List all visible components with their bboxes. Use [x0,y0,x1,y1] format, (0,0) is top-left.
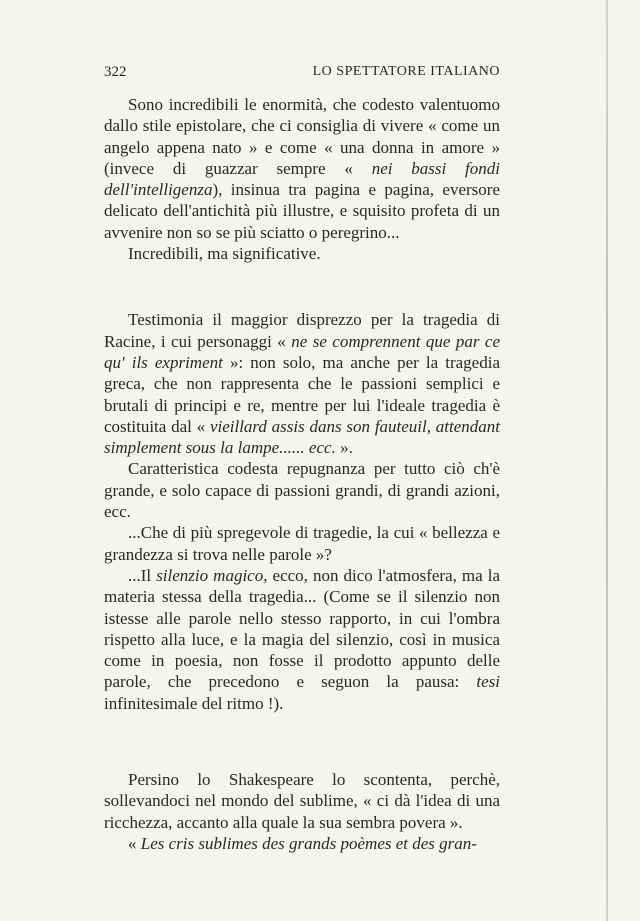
page-header [104,64,500,84]
paragraph [104,769,500,833]
running-head: LO SPETTATORE ITALIANO [312,64,500,79]
paragraph [104,565,500,714]
section-break [104,714,500,769]
page-edge-line [606,0,608,921]
text-run: ), insinua tra pagina e pagina, eversore delicato dell'antichità più illustre, e squisito profeta di un avvenire non so se più sciatto o peregrino... [104,180,500,242]
text-run: « [128,833,141,853]
italic-text: nei bassi fondi dell'intelligenza [104,158,500,200]
italic-text: tesi [476,672,500,692]
paragraph [104,458,500,522]
text-run: Testimonia il maggior disprezzo per la tragedia di Racine, i cui personaggi « [104,310,500,351]
paragraph [104,309,500,458]
text-run: Persino lo Shakespeare lo scontenta, perchè, sollevandoci nel mondo del sublime, « ci dà l'idea di una ricchezza, accanto alla quale la sua sembra povera ». [104,770,500,832]
text-run: Sono incredibili le enormità, che codesto valentuomo dallo stile epistolare, che ci consiglia di vivere « come un angelo appena nato » e come « una donna in amore » (invece di guazzar sempre « [104,95,500,178]
italic-text: Les cris sublimes des grands poèmes et des gran- [140,833,477,853]
text-run: ...Il [128,565,157,585]
text-run: infinitesimale del ritmo !). [104,693,284,713]
paragraph [104,243,500,264]
paragraph [104,94,500,243]
page-number: 322 [104,64,127,80]
text-run: ». [335,438,353,458]
text-run: Caratteristica codesta repugnanza per tutto ciò ch'è grande, e solo capace di passioni grandi, di grandi azioni, ecc. [104,459,500,522]
paragraph [104,522,500,565]
text-run: »: non solo, ma anche per la tragedia greca, che non rappresenta che le passioni semplici e brutali di principi e re, mentre per lui l'ideale tragedia è costituita dal « [104,352,500,436]
italic-text: vieillard assis dans son fauteuil, attendant simplement sous la lampe...... ecc. [104,416,500,458]
text-run: ...Che di più spregevole di tragedie, la cui « bellezza e grandezza si trova nelle parole »? [104,523,500,564]
text-run: , ecco, non dico l'atmosfera, ma la materia stessa della tragedia... (Come se il silenzio non istesse alle parole nello stesso rapporto, in cui l'ombra rispetto alla luce, e la magia del silenzio, così in musica come in poesia, non fosse il prodotto appunto delle parole, che precedono e seguon la pausa: [104,565,501,692]
italic-text: ne se comprennent que par ce qu' ils expriment [104,331,500,372]
body-text [104,94,500,854]
text-run: Incredibili, ma significative. [128,244,321,264]
section-break [104,264,500,309]
italic-text: silenzio magico [156,565,264,585]
paragraph [104,833,500,854]
